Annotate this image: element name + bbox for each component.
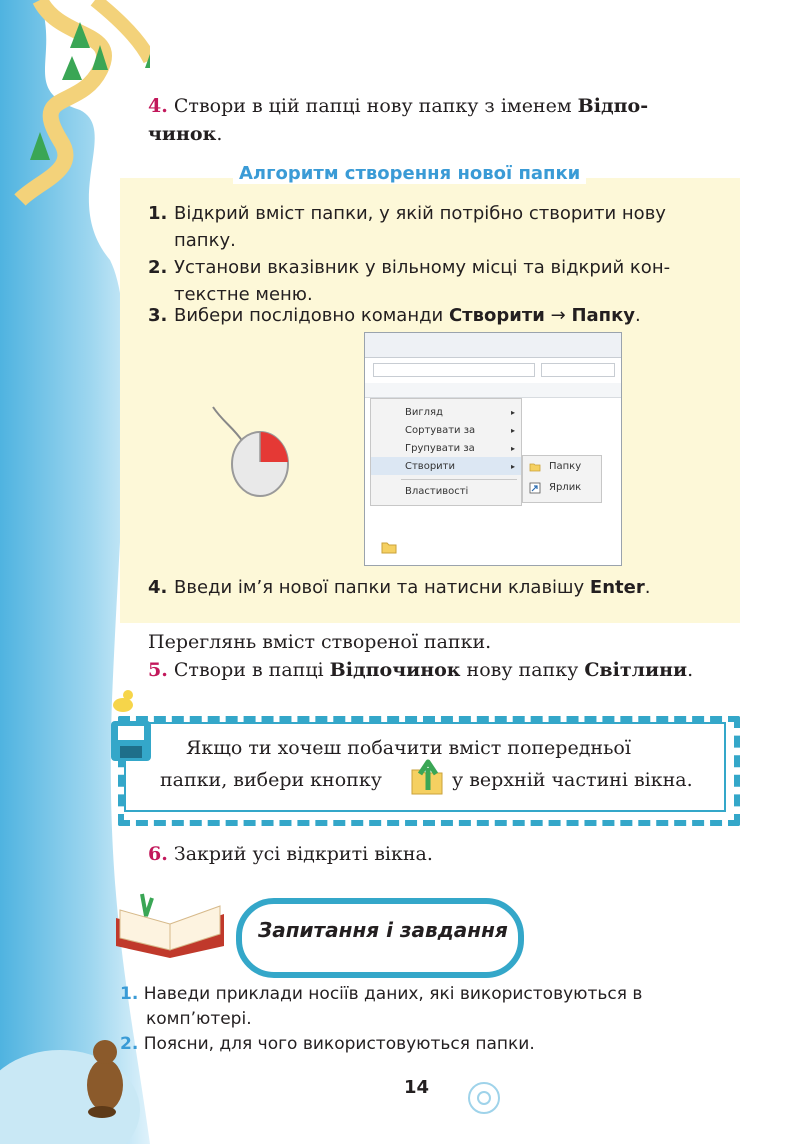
step-number: 4. xyxy=(148,95,168,117)
context-menu xyxy=(370,398,522,506)
algorithm-step-2-cont: текстне меню. xyxy=(174,284,313,305)
context-submenu xyxy=(522,455,602,503)
step-6: 6. Закрий усі відкриті вікна. xyxy=(148,843,433,865)
menu-divider xyxy=(401,479,517,480)
open-book-icon xyxy=(112,888,230,960)
search-box xyxy=(541,363,615,377)
tip-line-2a: папки, вибери кнопку xyxy=(160,769,382,791)
tip-line-2b: у верхній частині вікна. xyxy=(452,769,693,791)
review-text: Переглянь вміст створеної папки. xyxy=(148,631,492,653)
step-5: 5. Створи в папці Відпочинок нову папку Світлини. xyxy=(148,659,694,681)
menu-item-sort[interactable]: Сортувати за xyxy=(405,425,476,436)
address-bar xyxy=(373,363,535,377)
mouse-icon xyxy=(208,402,298,502)
page-number: 14 xyxy=(404,1077,430,1098)
algorithm-title: Алгоритм створення нової папки xyxy=(233,163,586,184)
window-titlebar xyxy=(365,333,621,358)
menu-item-properties[interactable]: Властивості xyxy=(405,486,469,497)
menu-item-view[interactable]: Вигляд xyxy=(405,407,443,418)
menu-item-create[interactable]: Створити xyxy=(405,461,455,472)
question-1-cont: комп’ютері. xyxy=(146,1009,252,1029)
algorithm-step-3: 3. Вибери послідовно команди Створити → Папку. xyxy=(148,305,641,326)
submenu-arrow-icon: ▸ xyxy=(511,408,516,417)
question-2: 2. Поясни, для чого використовуються папки. xyxy=(120,1034,535,1054)
toolbar xyxy=(365,383,621,398)
folder-icon xyxy=(381,539,397,555)
tip-line-1: Якщо ти хочеш побачити вміст попередньої xyxy=(186,737,631,759)
step-4-cont: чинок. xyxy=(148,123,223,145)
algorithm-step-4: 4. Введи ім’я нової папки та натисни клавішу Enter. xyxy=(148,577,651,598)
up-folder-button-icon xyxy=(410,756,444,796)
folder-icon xyxy=(529,461,541,473)
algorithm-step-1: 1. Відкрий вміст папки, у якій потрібно створити нову xyxy=(148,203,666,224)
submenu-item-shortcut[interactable]: Ярлик xyxy=(549,482,582,493)
questions-title: Запитання і завдання xyxy=(258,918,508,942)
floppy-disk-icon xyxy=(108,718,154,764)
algorithm-step-2: 2. Установи вказівник у вільному місці та відкрий кон- xyxy=(148,257,671,278)
submenu-item-folder[interactable]: Папку xyxy=(549,461,582,472)
algorithm-step-1-cont: папку. xyxy=(174,230,236,251)
at-sign-icon xyxy=(466,1080,502,1116)
submenu-arrow-icon: ▸ xyxy=(511,462,516,471)
menu-item-group[interactable]: Групувати за xyxy=(405,443,475,454)
question-1: 1. Наведи приклади носіїв даних, які використовуються в xyxy=(120,984,643,1004)
submenu-arrow-icon: ▸ xyxy=(511,444,516,453)
shortcut-icon xyxy=(529,482,541,494)
submenu-arrow-icon: ▸ xyxy=(511,426,516,435)
step-4: 4. Створи в цій папці нову папку з іменем Відпо- xyxy=(148,95,649,117)
